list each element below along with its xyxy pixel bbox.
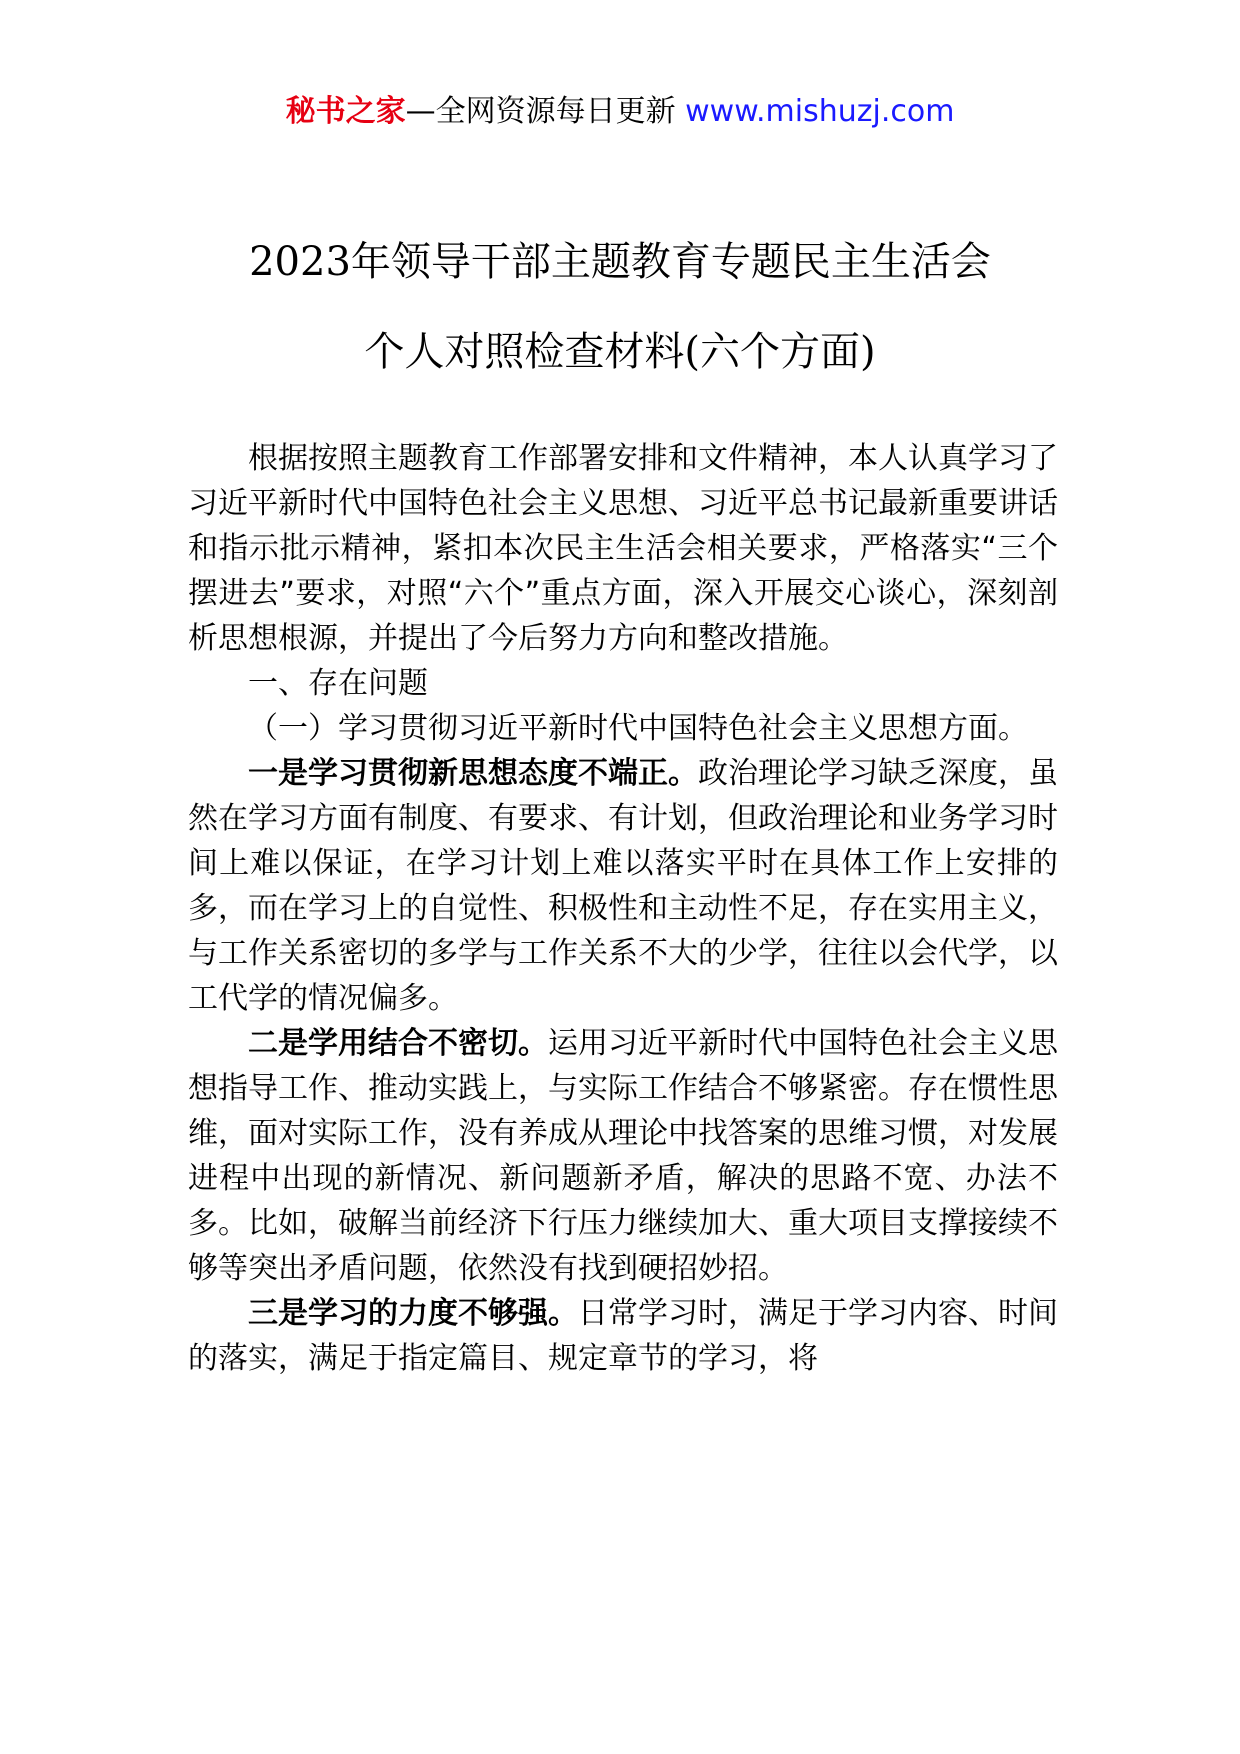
intro-paragraph: 根据按照主题教育工作部署安排和文件精神，本人认真学习了习近平新时代中国特色社会主义思想、习近平总书记最新重要讲话和指示批示精神，紧扣本次民主生活会相关要求，严格落实“三个摆进去”要求，对照“六个”重点方面，深入开展交心谈心，深刻剖析思想根源，并提出了今后努力方向和整改措施。 bbox=[188, 441, 1058, 656]
point-paragraph-2 bbox=[188, 1021, 1058, 1291]
point-lead-1: 一是学习贯彻新思想态度不端正。 bbox=[248, 756, 698, 791]
point-body-3: 日常学习时，满足于学习内容、时间的落实，满足于指定篇目、规定章节的学习，将 bbox=[188, 1296, 1058, 1376]
point-paragraph-1 bbox=[188, 751, 1058, 1021]
subsection-heading: （一）学习贯彻习近平新时代中国特色社会主义思想方面。 bbox=[248, 711, 1028, 746]
section-heading: 一、存在问题 bbox=[248, 666, 428, 701]
document-title-line-1: 2023年领导干部主题教育专题民主生活会 bbox=[249, 239, 991, 285]
document-title-line-2: 个人对照检查材料(六个方面) bbox=[364, 329, 876, 375]
site-url-link[interactable]: www.mishuzj.com bbox=[685, 94, 955, 129]
site-slogan: —全网资源每日更新 bbox=[405, 94, 676, 129]
site-header bbox=[0, 92, 1240, 132]
brand-name: 秘书之家 bbox=[285, 94, 406, 129]
point-body-2: 运用习近平新时代中国特色社会主义思想指导工作、推动实践上，与实际工作结合不够紧密。存在惯性思维，面对实际工作，没有养成从理论中找答案的思维习惯，对发展进程中出现的新情况、新问题新矛盾，解决的思路不宽、办法不多。比如，破解当前经济下行压力继续加大、重大项目支撑接续不够等突出矛盾问题，依然没有找到硬招妙招。 bbox=[188, 1026, 1058, 1286]
point-lead-3: 三是学习的力度不够强。 bbox=[248, 1296, 578, 1331]
point-paragraph-3 bbox=[188, 1291, 1058, 1381]
document-body bbox=[188, 436, 1058, 1381]
point-body-1: 政治理论学习缺乏深度，虽然在学习方面有制度、有要求、有计划，但政治理论和业务学习时间上难以保证，在学习计划上难以落实平时在具体工作上安排的多，而在学习上的自觉性、积极性和主动性不足，存在实用主义，与工作关系密切的多学与工作关系不大的少学，往往以会代学，以工代学的情况偏多。 bbox=[188, 756, 1058, 1016]
point-lead-2: 二是学用结合不密切。 bbox=[248, 1026, 548, 1061]
